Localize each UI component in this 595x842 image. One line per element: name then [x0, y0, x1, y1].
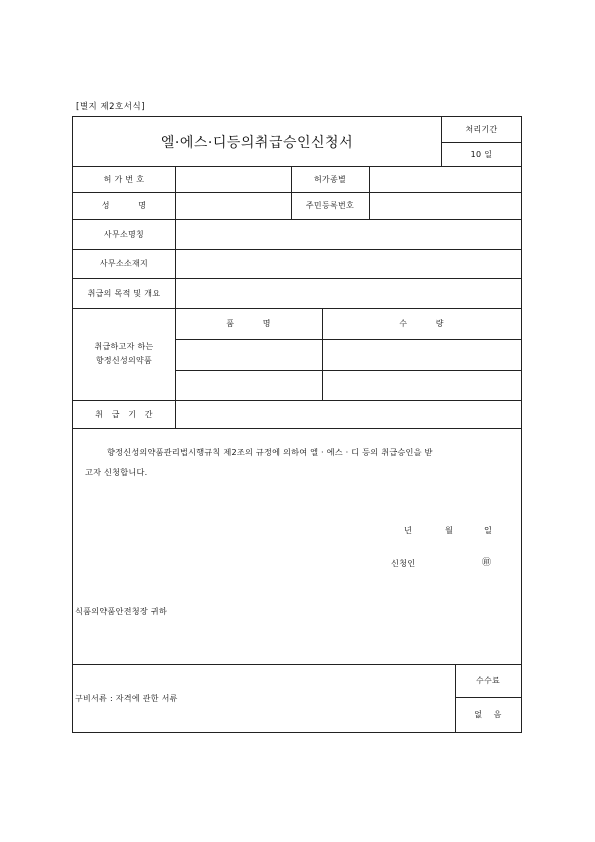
license-type-label: 허가종별	[313, 174, 347, 184]
statement-line-2: 고자 신청합니다.	[85, 467, 148, 477]
purpose-label: 취급의 목적 및 개요	[87, 288, 161, 298]
license-number-field[interactable]	[176, 167, 290, 191]
quantity-field-2[interactable]	[323, 371, 520, 399]
divider	[73, 428, 521, 429]
resident-number-label: 주민등록번호	[305, 201, 355, 210]
processing-period-value: 10 일	[470, 149, 493, 159]
seal-mark: ㊞	[482, 558, 492, 568]
addressee: 식품의약품안전청장 귀하	[75, 606, 168, 616]
name-field[interactable]	[176, 193, 290, 218]
quantity-field-1[interactable]	[323, 340, 520, 369]
processing-period-label: 처리기간	[465, 125, 498, 134]
month-label: 월	[445, 525, 454, 535]
target-drugs-label	[73, 308, 175, 400]
item-name-field-1[interactable]	[176, 340, 321, 369]
office-address-label: 사무소소재지	[99, 259, 149, 268]
fee-label: 수수료	[475, 676, 501, 685]
handling-period-field[interactable]	[176, 401, 520, 427]
quantity-header: 수 량	[399, 319, 444, 328]
fee-value: 없 음	[474, 710, 502, 719]
license-number-label: 허 가 번 호	[103, 174, 145, 184]
license-type-field[interactable]	[370, 167, 520, 191]
form-title: 엘·에스·디등의취급승인신청서	[160, 134, 354, 151]
applicant-label: 신청인	[391, 558, 416, 568]
handling-period-label: 취 급 기 간	[95, 409, 153, 419]
office-address-field[interactable]	[176, 250, 520, 277]
statement-line-1: 향정신성의약품관리법시행규칙 제2조의 규정에 의하여 엘 · 에스 · 디 등의 취급승인을 받	[107, 447, 433, 457]
office-name-label: 사무소명칭	[103, 229, 145, 239]
office-name-field[interactable]	[176, 220, 520, 248]
year-label: 년	[404, 525, 413, 535]
day-label: 일	[484, 525, 493, 535]
item-name-field-2[interactable]	[176, 371, 321, 399]
form-sheet	[72, 116, 522, 733]
item-name-header: 품 명	[226, 319, 271, 328]
form-number-label: [별지 제2호서식]	[76, 102, 146, 112]
required-documents: 구비서류 : 자격에 관한 서류	[75, 693, 178, 703]
target-drugs-label-line1: 취급하고자 하는	[94, 342, 154, 351]
name-label: 성 명	[101, 201, 147, 210]
target-drugs-label-line2: 향정신성의약품	[95, 356, 153, 365]
resident-number-field[interactable]	[370, 193, 520, 218]
purpose-field[interactable]	[176, 279, 520, 307]
